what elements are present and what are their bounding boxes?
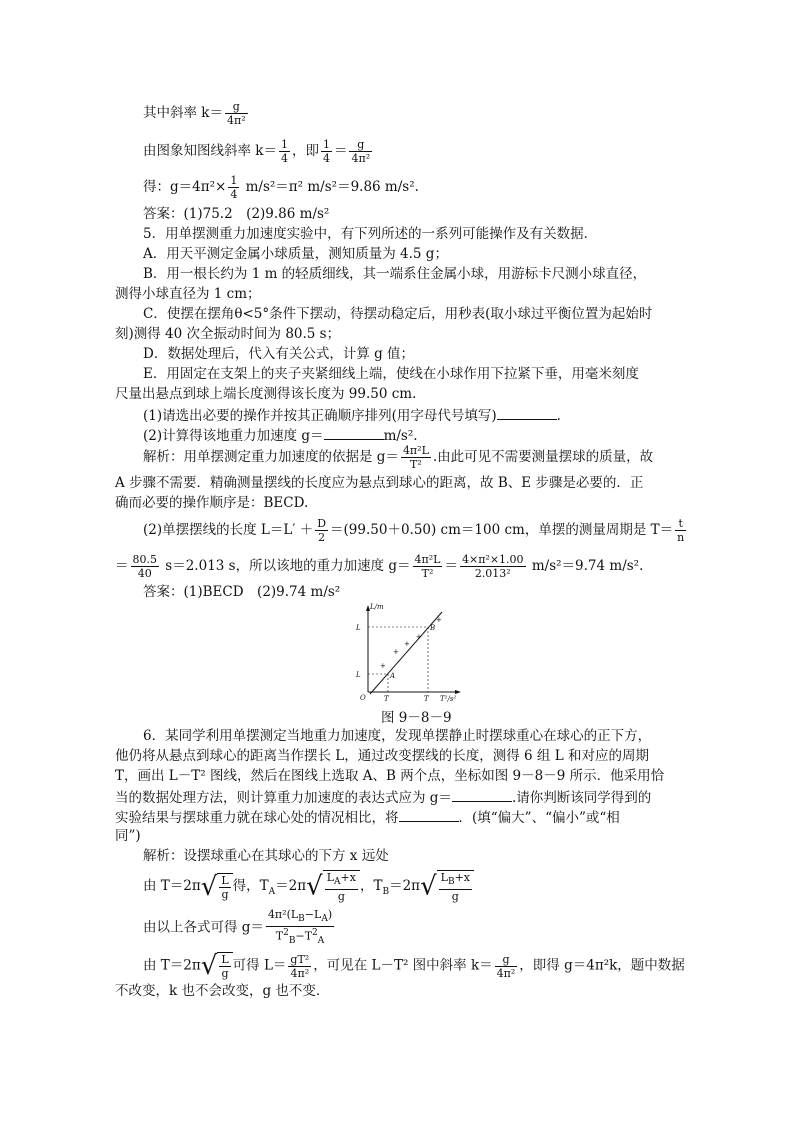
analysis-line-1: 解析：用单摆测定重力加速度的依据是 g＝ $\frac{\text{4π²L}}{\text{T²}}$ .由此可见不需要测量摆球的质量，故 bbox=[143, 444, 654, 471]
x-axis-label: T²/s² bbox=[440, 695, 457, 702]
data-point: + bbox=[393, 648, 399, 656]
option-b: B．用一根长约为 1 m 的轻质细线，其一端系住金属小球，用游标卡尺测小球直径， bbox=[143, 266, 647, 282]
option-d: D．数据处理后，代入有关公式，计算 g 值； bbox=[143, 346, 415, 362]
line-2: 由图象知图线斜率 k＝ $\frac{1}{4}$ ，即 $\frac{1}{4}$ ＝ $\frac{g}{\text{4π²}}$ bbox=[143, 138, 371, 165]
x-axis-arrow bbox=[455, 690, 461, 694]
y-axis-label: L/m bbox=[370, 603, 384, 611]
point-a-label: A bbox=[390, 672, 396, 680]
answer-blank bbox=[497, 405, 557, 420]
question-5: 5．用单摆测重力加速度实验中，有下列所述的一系列可能操作及有关数据． bbox=[143, 226, 598, 242]
analysis-6-line-2: 由 T＝2π√ $\frac{L}{g}$ 得，$T_A=2\pi√$ $\frac{L_A+x}{g}$ ，$T_B=2\pi√$ $\frac{L_B+x}{g}$ bbox=[143, 870, 474, 903]
answer-blank bbox=[399, 807, 459, 822]
answer-blank bbox=[324, 425, 384, 440]
question-6-line-2: 他仍将从悬点到球心的距离当作摆长 L，通过改变摆线的长度，测得 6 组 L 和对应的周期 bbox=[115, 748, 649, 764]
sqrt: √ $\frac{L}{g}$ bbox=[201, 952, 233, 980]
fraction: $\frac{t}{n}$ bbox=[677, 517, 685, 544]
fraction: $\frac{g}{\text{4π²}}$ bbox=[496, 952, 516, 980]
sqrt: √ $\frac{L_B+x}{g}$ bbox=[420, 870, 474, 903]
sqrt: √ $\frac{L_A+x}{g}$ bbox=[306, 870, 360, 903]
analysis-6-line-5: 不改变，k 也不会改变，g 也不变． bbox=[115, 983, 330, 999]
answer-blank bbox=[452, 787, 512, 802]
question-6-line-3: T，画出 L－T² 图线，然后在图线上选取 A、B 两个点，坐标如图 9－8－9 所示．他采用恰 bbox=[115, 768, 665, 784]
analysis-line-4: (2)单摆摆线的长度 L＝L′ ＋ $\frac{D}{2}$ ＝(99.50＋0.50) cm＝100 cm，单摆的测量周期是 T＝ $\frac{t}{n}$ bbox=[143, 517, 685, 544]
fraction: $\frac{1}{4}$ bbox=[280, 138, 288, 165]
origin-label: O bbox=[360, 694, 366, 702]
question-6-line-6: 同”) bbox=[115, 828, 141, 844]
analysis-line-2: A 步骤不需要．精确测量摆线的长度应为悬点到球心的距离，故 B、E 步骤是必要的．正 bbox=[115, 475, 644, 491]
subq-2: (2)计算得该地重力加速度 g＝ m/s². bbox=[143, 425, 418, 445]
tb-tick: T bbox=[424, 695, 429, 702]
la-tick: L bbox=[356, 671, 361, 679]
fraction: $\frac{80.5}{40}$ bbox=[132, 553, 157, 580]
option-e-cont: 尺量出悬点到球上端长度测得该长度为 99.50 cm. bbox=[115, 386, 417, 402]
subq-1: (1)请选出必要的操作并按其正确顺序排列(用字母代号填写) ． bbox=[143, 405, 570, 425]
data-point: + bbox=[404, 640, 410, 648]
option-c: C．使摆在摆角θ<5°条件下摆动，待摆动稳定后，用秒表(取小球过平衡位置为起始时 bbox=[143, 306, 653, 322]
l-t2-graph bbox=[350, 602, 465, 702]
line-3: 得：g＝4π²× $\frac{1}{4}$ m/s²＝π² m/s²＝9.86 m/s². bbox=[143, 174, 419, 201]
option-c-cont: 刻)测得 40 次全振动时间为 80.5 s； bbox=[115, 326, 341, 342]
fraction: $\frac{\text{4×π²×1.00}}{\text{2.013²}}$ bbox=[461, 553, 524, 580]
answer-5: 答案：(1)BECD (2)9.74 m/s² bbox=[143, 584, 341, 600]
data-point: + bbox=[436, 616, 442, 624]
analysis-6-line-4: 由 T＝2π√ $\frac{L}{g}$ 可得 L＝ $\frac{\text{gT²}}{\text{4π²}}$ ，可见在 L－T² 图中斜率 k＝ $\frac{g}{\text{4π²}}$ ，即得 g＝4π²k，题中数据 bbox=[143, 951, 685, 981]
figure-caption: 图 9－8－9 bbox=[381, 710, 452, 726]
fraction: $\frac{\text{4π²L}}{\text{T²}}$ bbox=[414, 553, 441, 580]
ta-tick: T bbox=[384, 695, 389, 702]
point-b-label: B bbox=[430, 624, 436, 632]
question-6-line-5: 实验结果与摆球重力就在球心处的情况相比，将 ．(填“偏大”、“偏小”或“相 bbox=[115, 807, 620, 827]
analysis-line-3: 确而必要的操作顺序是：BECD. bbox=[115, 495, 309, 511]
option-e: E．用固定在支架上的夹子夹紧细线上端，使线在小球作用下拉紧下垂，用毫米刻度 bbox=[143, 366, 639, 382]
analysis-line-5: ＝ $\frac{80.5}{40}$ s＝2.013 s，所以该地的重力加速度 g＝ $\frac{\text{4π²L}}{\text{T²}}$ ＝ $\frac{\text{4×π²×1.00}}{\text{2.013²}}$ m/s²＝9.74 m/s². bbox=[115, 553, 644, 580]
question-6: 6．某同学利用单摆测定当地重力加速度，发现单摆静止时摆球重心在球心的正下方， bbox=[143, 728, 652, 744]
data-point: + bbox=[416, 633, 422, 641]
lb-tick: L bbox=[356, 624, 361, 632]
fraction: $\frac{1}{4}$ bbox=[322, 138, 330, 165]
fraction: $\frac{g}{\text{4π²}}$ bbox=[351, 138, 371, 165]
answer-4: 答案：(1)75.2 (2)9.86 m/s² bbox=[143, 206, 330, 222]
line-1: 其中斜率 k＝ $\frac{g}{\text{4π²}}$ bbox=[143, 100, 246, 127]
analysis-6-line-3: 由以上各式可得 g＝ $\frac{4\pi^2(L_B-L_A)}{T^2_B-T^2_A}$ bbox=[143, 908, 333, 947]
fraction: $\frac{1}{4}$ bbox=[230, 174, 238, 201]
sqrt: √ $\frac{L}{g}$ bbox=[201, 873, 233, 901]
question-6-line-4: 当的数据处理方法，则计算重力加速度的表达式应为 g＝ .请你判断该同学得到的 bbox=[115, 787, 651, 807]
analysis-6-line-1: 解析：设摆球重心在其球心的下方 x 远处 bbox=[143, 848, 389, 864]
fraction: $\frac{\text{4π²L}}{\text{T²}}$ bbox=[402, 444, 429, 471]
fraction: $\frac{4\pi^2(L_B-L_A)}{T^2_B-T^2_A}$ bbox=[267, 908, 333, 947]
fraction: $\frac{g}{\text{4π²}}$ bbox=[226, 100, 246, 127]
option-b-cont: 测得小球直径为 1 cm； bbox=[115, 286, 261, 302]
fraction: $\frac{\text{gT²}}{\text{4π²}}$ bbox=[290, 952, 310, 980]
option-a: A．用天平测定金属小球质量，测知质量为 4.5 g； bbox=[143, 246, 448, 262]
data-point: + bbox=[380, 662, 386, 670]
fraction: $\frac{D}{2}$ bbox=[317, 517, 327, 544]
